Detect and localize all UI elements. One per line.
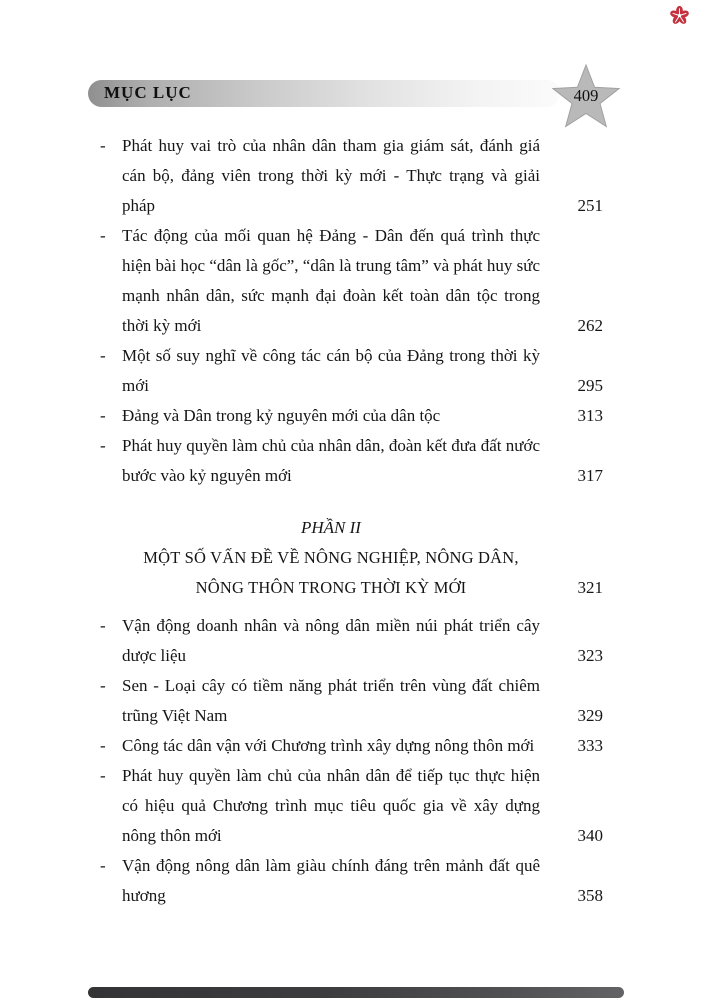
toc-entry xyxy=(100,761,603,851)
toc-part1-list xyxy=(100,131,603,491)
entry-page-number: 295 xyxy=(577,376,603,395)
entry-title: Đảng và Dân trong kỷ nguyên mới của dân tộc xyxy=(122,406,441,425)
section-part-label: PHẦN II xyxy=(301,518,361,537)
entry-page-number: 251 xyxy=(577,196,603,215)
entry-title: Một số suy nghĩ về công tác cán bộ của Đảng trong thời kỳ mới xyxy=(122,346,540,395)
entry-dash: - xyxy=(100,346,106,365)
page-number: 409 xyxy=(573,86,599,105)
entry-dash: - xyxy=(100,436,106,455)
toc-entry xyxy=(100,851,603,911)
entry-title: Công tác dân vận với Chương trình xây dựng nông thôn mới xyxy=(122,736,535,755)
toc-entry xyxy=(100,131,603,221)
toc-entry xyxy=(100,341,603,401)
entry-page-number: 313 xyxy=(577,406,603,425)
entry-title: Phát huy quyền làm chủ của nhân dân để tiếp tục thực hiện có hiệu quả Chương trình mục tiêu quốc gia về xây dựng nông thôn mới xyxy=(122,766,540,845)
entry-dash: - xyxy=(100,736,106,755)
entry-dash: - xyxy=(100,226,106,245)
page-title: MỤC LỤC xyxy=(104,83,192,102)
toc-entry xyxy=(100,221,603,341)
entry-page-number: 329 xyxy=(577,706,603,725)
entry-page-number: 333 xyxy=(577,736,603,755)
entry-dash: - xyxy=(100,676,106,695)
toc-entry xyxy=(100,671,603,731)
section-spacer xyxy=(100,513,122,603)
section-heading-text xyxy=(122,513,540,603)
toc-entry xyxy=(100,731,603,761)
entry-page-number: 340 xyxy=(577,826,603,845)
footer-bar xyxy=(88,987,624,998)
entry-title: Phát huy quyền làm chủ của nhân dân, đoàn kết đưa đất nước bước vào kỷ nguyên mới xyxy=(122,436,540,485)
page-number-star xyxy=(549,64,623,130)
entry-dash: - xyxy=(100,616,106,635)
entry-title: Sen - Loại cây có tiềm năng phát triển trên vùng đất chiêm trũng Việt Nam xyxy=(122,676,540,725)
entry-page-number: 358 xyxy=(577,886,603,905)
entry-title: Vận động doanh nhân và nông dân miền núi phát triển cây dược liệu xyxy=(122,616,540,665)
entry-dash: - xyxy=(100,856,106,875)
section-page-number: 321 xyxy=(577,578,603,597)
entry-dash: - xyxy=(100,136,106,155)
entry-page-number: 317 xyxy=(577,466,603,485)
toc-entry xyxy=(100,401,603,431)
toc-entry xyxy=(100,431,603,491)
entry-dash: - xyxy=(100,766,106,785)
section-heading-part2 xyxy=(100,513,603,603)
table-of-contents xyxy=(100,131,603,911)
entry-page-number: 323 xyxy=(577,646,603,665)
entry-title: Tác động của mối quan hệ Đảng - Dân đến quá trình thực hiện bài học “dân là gốc”, “dân là trung tâm” và phát huy sức mạnh nhân dân, sức mạnh đại đoàn kết toàn dân tộc trong thời kỳ mới xyxy=(122,226,541,335)
entry-title: Phát huy vai trò của nhân dân tham gia giám sát, đánh giá cán bộ, đảng viên trong thời kỳ mới - Thực trạng và giải pháp xyxy=(122,136,540,215)
entry-dash: - xyxy=(100,406,106,425)
toc-entry xyxy=(100,611,603,671)
section-title-line1: MỘT SỐ VẤN ĐỀ VỀ NÔNG NGHIỆP, NÔNG DÂN, xyxy=(143,548,519,567)
header-bar xyxy=(88,80,560,107)
section-title-line2: NÔNG THÔN TRONG THỜI KỲ MỚI xyxy=(195,578,467,597)
toc-part2-list xyxy=(100,611,603,911)
entry-title: Vận động nông dân làm giàu chính đáng trên mảnh đất quê hương xyxy=(122,856,540,905)
entry-page-number: 262 xyxy=(577,316,603,335)
flower-ornament-icon xyxy=(668,4,691,27)
